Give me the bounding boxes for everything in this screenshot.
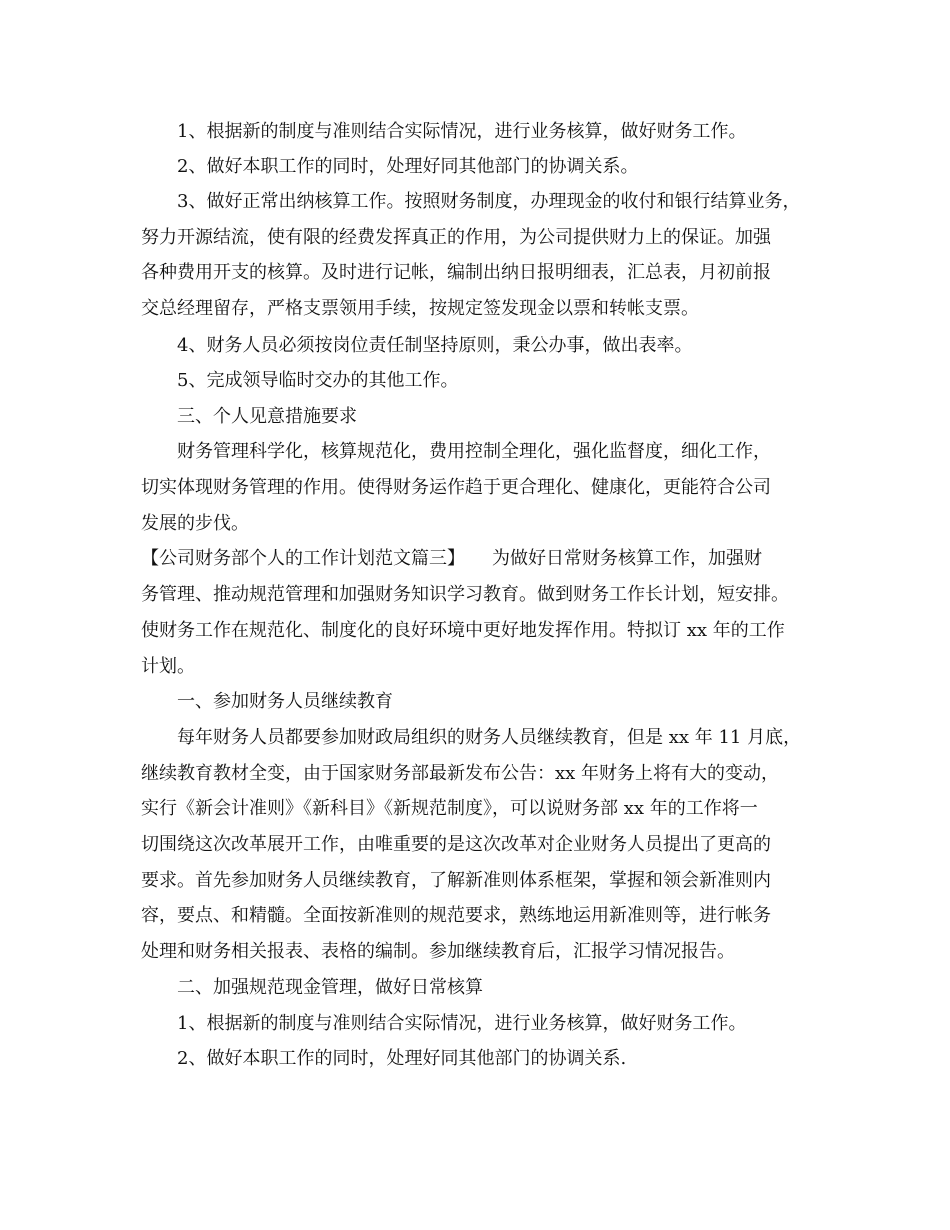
text-line: 交总经理留存，严格支票领用手续，按规定签发现金以票和转帐支票。 [141, 298, 699, 319]
text-line: 1、根据新的制度与准则结合实际情况，进行业务核算，做好财务工作。 [177, 121, 747, 142]
text-line: 务管理、推动规范管理和加强财务知识学习教育。做到财务工作长计划，短安排。 [141, 584, 789, 605]
section-heading: 二、加强规范现金管理，做好日常核算 [177, 977, 483, 998]
section-heading: 一、参加财务人员继续教育 [177, 691, 393, 712]
text-line: 3、做好正常出纳核算工作。按照财务制度，办理现金的收付和银行结算业务， [177, 191, 801, 212]
text-line: 要求。首先参加财务人员继续教育，了解新准则体系框架，掌握和领会新准则内 [141, 870, 771, 891]
text-line: 实行《新会计准则》《新科目》《新规范制度》，可以说财务部 xx 年的工作将一 [141, 798, 758, 819]
text-line: 5、完成领导临时交办的其他工作。 [177, 370, 459, 391]
text-line: 1、根据新的制度与准则结合实际情况，进行业务核算，做好财务工作。 [177, 1013, 747, 1034]
text-line: 各种费用开支的核算。及时进行记帐，编制出纳日报明细表，汇总表，月初前报 [141, 262, 771, 283]
text-line: 每年财务人员都要参加财政局组织的财务人员继续教育，但是 xx 年 11 月底， [177, 727, 802, 748]
text-line: 2、做好本职工作的同时，处理好同其他部门的协调关系. [177, 1048, 627, 1069]
text-line: 计划。 [141, 656, 195, 677]
text-line: 使财务工作在规范化、制度化的良好环境中更好地发挥作用。特拟订 xx 年的工作 [141, 620, 785, 641]
text-line: 2、做好本职工作的同时，处理好同其他部门的协调关系。 [177, 156, 639, 177]
text-line: 继续教育教材全变，由于国家财务部最新发布公告：xx 年财务上将有大的变动， [141, 763, 780, 784]
article-title-line: 【公司财务部个人的工作计划范文篇三】 为做好日常财务核算工作，加强财 [141, 548, 762, 569]
text-line: 容，要点、和精髓。全面按新准则的规范要求，熟练地运用新准则等，进行帐务 [141, 905, 771, 926]
text-line: 努力开源结流，使有限的经费发挥真正的作用，为公司提供财力上的保证。加强 [141, 227, 771, 248]
text-line: 切围绕这次改革展开工作，由唯重要的是这次改革对企业财务人员提出了更高的 [141, 834, 771, 855]
text-line: 发展的步伐。 [141, 513, 249, 534]
text-line: 处理和财务相关报表、表格的编制。参加继续教育后，汇报学习情况报告。 [141, 941, 735, 962]
text-line: 切实体现财务管理的作用。使得财务运作趋于更合理化、健康化，更能符合公司 [141, 477, 771, 498]
section-heading: 三、个人见意措施要求 [177, 406, 357, 427]
text-line: 财务管理科学化，核算规范化，费用控制全理化，强化监督度，细化工作， [177, 441, 771, 462]
text-line: 4、财务人员必须按岗位责任制坚持原则，秉公办事，做出表率。 [177, 335, 693, 356]
